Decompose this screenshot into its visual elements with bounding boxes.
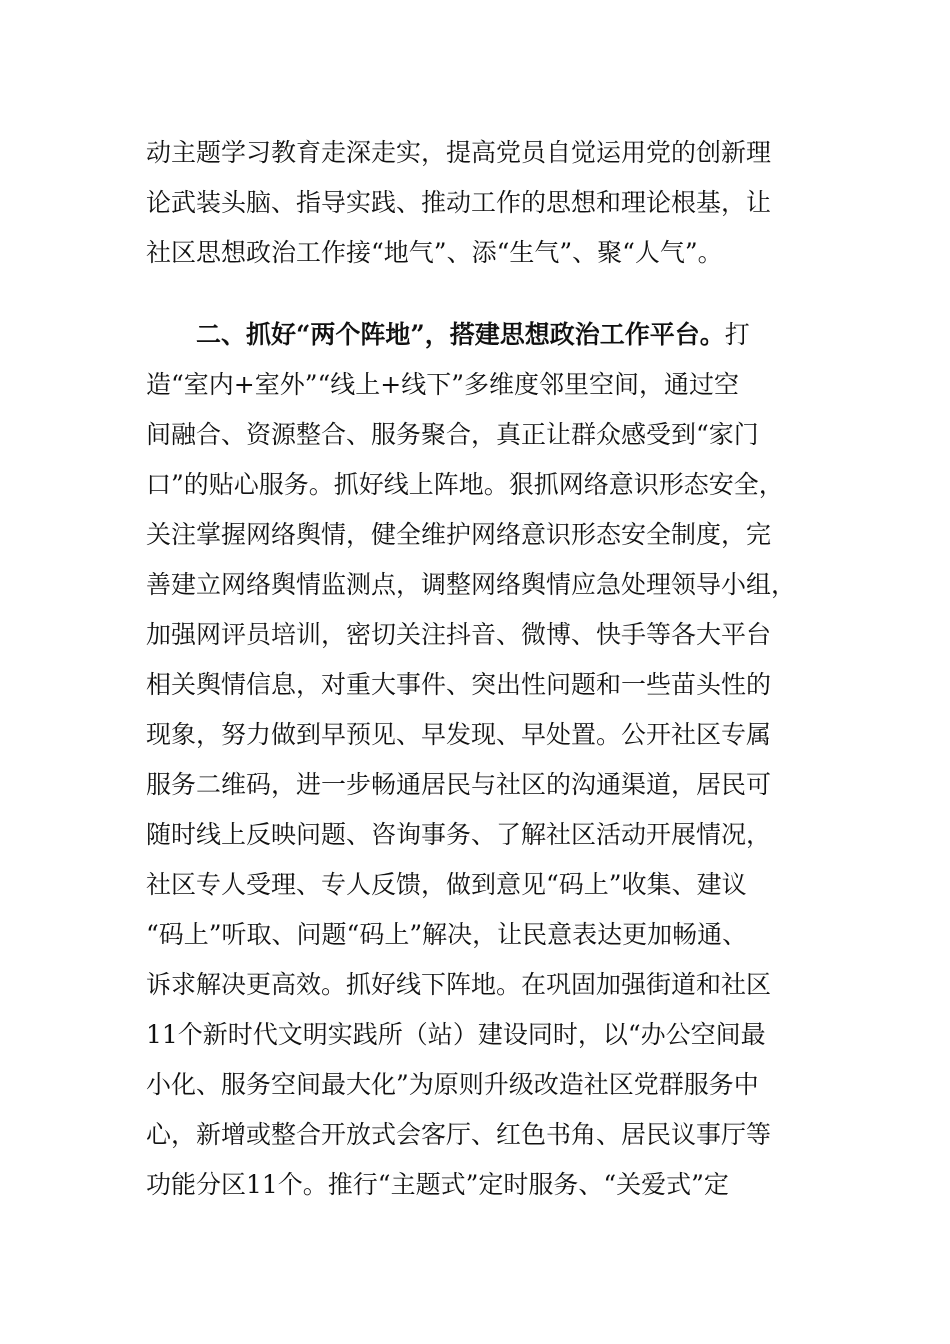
- heading-tail-text: 打: [724, 320, 750, 349]
- paragraph-line: 加强网评员培训，密切关注抖音、微博、快手等各大平台: [146, 620, 772, 649]
- paragraph-line: 小化、服务空间最大化”为原则升级改造社区党群服务中: [146, 1070, 759, 1099]
- paragraph-line: 社区专人受理、专人反馈，做到意见“码上”收集、建议: [146, 870, 747, 899]
- paragraph-line: 诉求解决更高效。抓好线下阵地。在巩固加强街道和社区: [146, 970, 772, 999]
- paragraph-line: 造“室内+室外”“线上+线下”多维度邻里空间，通过空: [146, 370, 740, 399]
- section-heading-line: [196, 310, 806, 360]
- paragraph-line: 善建立网络舆情监测点，调整网络舆情应急处理领导小组，: [146, 570, 797, 599]
- paragraph-line: 社区思想政治工作接“地气”、添“生气”、聚“人气”。: [146, 238, 723, 267]
- section-heading: 二、抓好“两个阵地”，搭建思想政治工作平台。: [196, 320, 725, 349]
- paragraph-line: 随时线上反映问题、咨询事务、了解社区活动开展情况，: [146, 820, 772, 849]
- paragraph-line: 功能分区11个。推行“主题式”定时服务、“关爱式”定: [146, 1170, 729, 1199]
- paragraph-line: 口”的贴心服务。抓好线上阵地。狠抓网络意识形态安全，: [146, 470, 784, 499]
- paragraph-line: 现象，努力做到早预见、早发现、早处置。公开社区专属: [146, 720, 772, 749]
- paragraph-line: 关注掌握网络舆情，健全维护网络意识形态安全制度，完: [146, 520, 772, 549]
- paragraph-line: 动主题学习教育走深走实，提高党员自觉运用党的创新理: [146, 138, 772, 167]
- paragraph-line: 相关舆情信息，对重大事件、突出性问题和一些苗头性的: [146, 670, 772, 699]
- paragraph-line: 论武装头脑、指导实践、推动工作的思想和理论根基，让: [146, 188, 772, 217]
- paragraph-line: 间融合、资源整合、服务聚合，真正让群众感受到“家门: [146, 420, 759, 449]
- paragraph-line: 服务二维码，进一步畅通居民与社区的沟通渠道，居民可: [146, 770, 772, 799]
- paragraph-line: “码上”听取、问题“码上”解决，让民意表达更加畅通、: [146, 920, 748, 949]
- paragraph-line: 心，新增或整合开放式会客厅、红色书角、居民议事厅等: [146, 1120, 772, 1149]
- paragraph-line: 11个新时代文明实践所（站）建设同时，以“办公空间最: [146, 1020, 766, 1049]
